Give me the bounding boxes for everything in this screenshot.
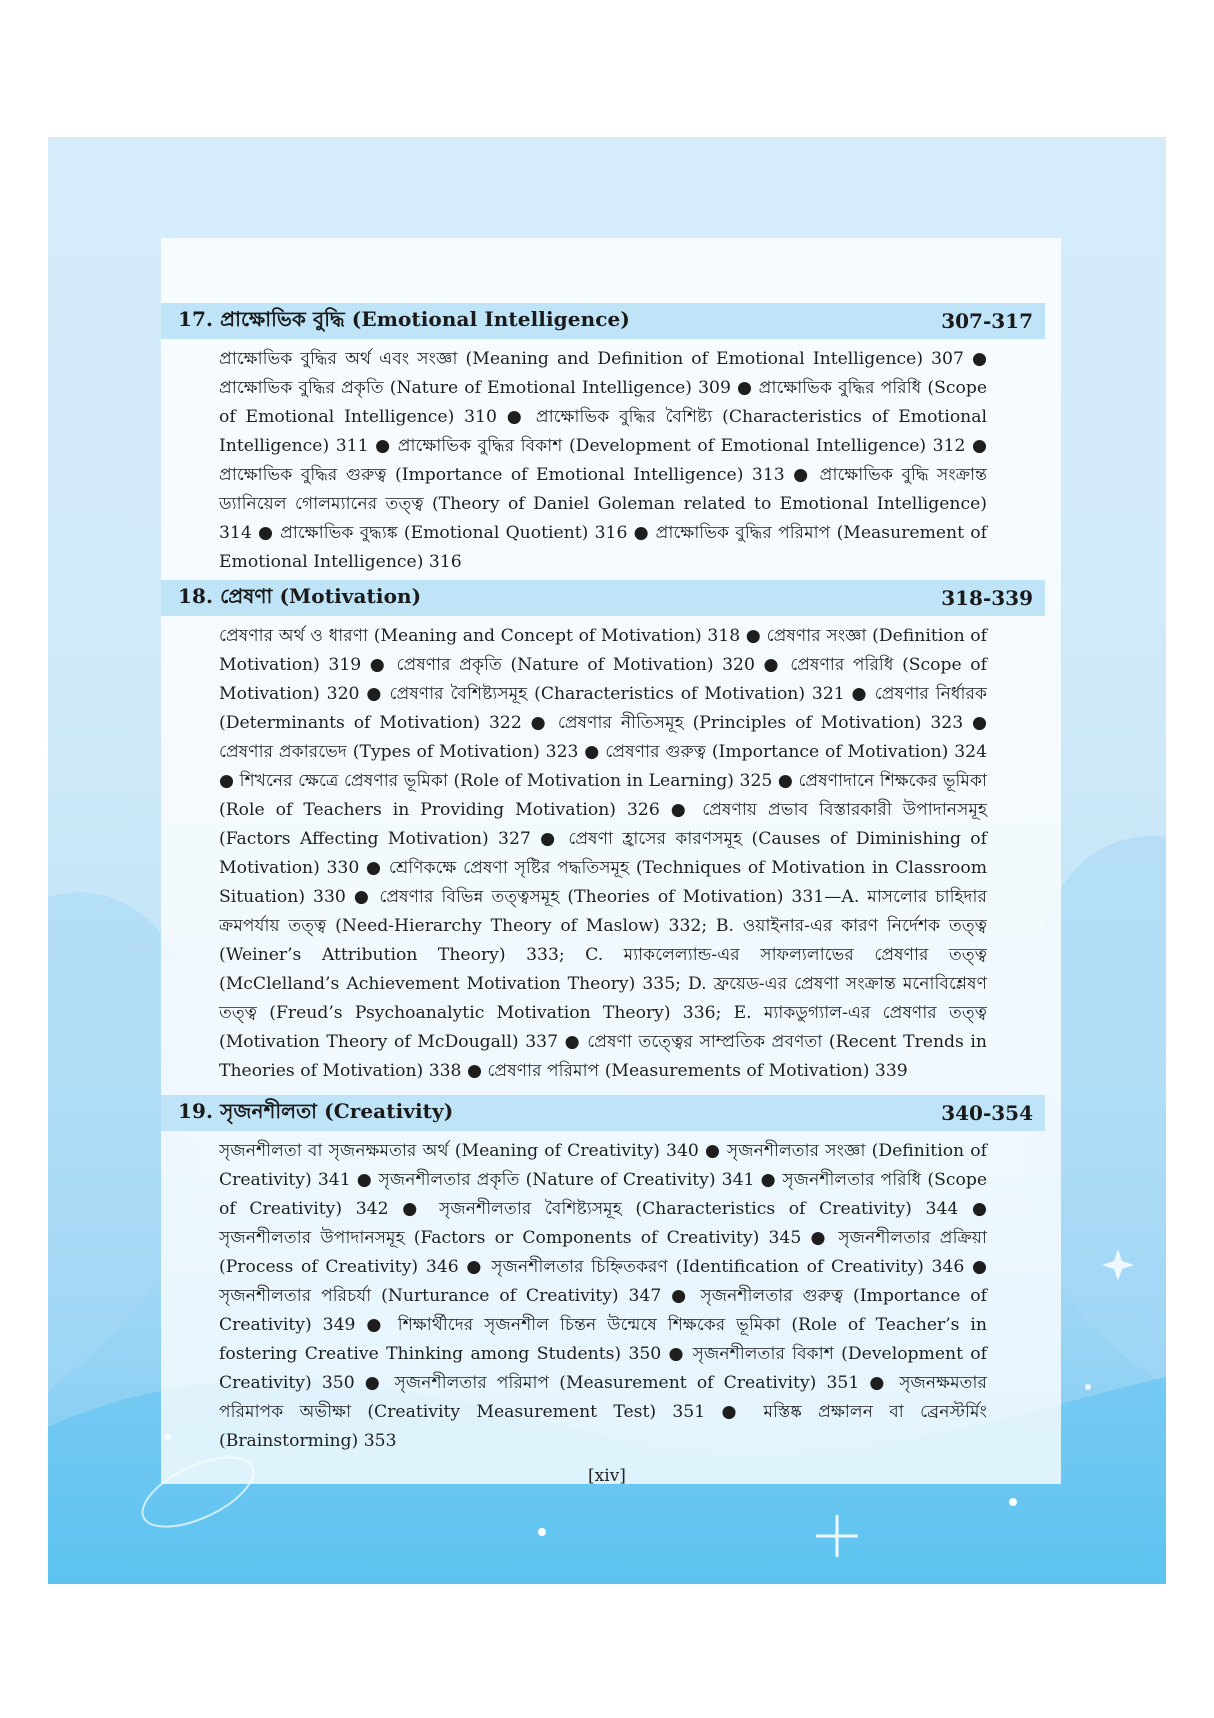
- chapter-contents: প্রাক্ষোভিক বুদ্ধির অর্থ এবং সংজ্ঞা (Meaning and Definition of Emotional Intelligence) 307 ● প্রাক্ষোভিক বুদ্ধির প্রকৃতি (Nature of Emotional Intelligence) 309 ● প্রাক্ষোভিক বুদ্ধির পরিধি (Scope of Emotional Intelligence) 310 ● প্রাক্ষোভিক বুদ্ধির বৈশিষ্ট্য (Characteristics of Emotional Intelligence) 311 ● প্রাক্ষোভিক বুদ্ধির বিকাশ (Development of Emotional Intelligence) 312 ● প্রাক্ষোভিক বুদ্ধির গুরুত্ব (Importance of Emotional Intelligence) 313 ● প্রাক্ষোভিক বুদ্ধি সংক্রান্ত ড্যানিয়েল গোলম্যানের তত্ত্ব (Theory of Daniel Goleman related to Emotional Intelligence) 314 ● প্রাক্ষোভিক বুদ্ধ্যঙ্ক (Emotional Quotient) 316 ● প্রাক্ষোভিক বুদ্ধির পরিমাপ (Measurement of Emotional Intelligence) 316: [219, 349, 987, 572]
- chapter-18: [161, 580, 1045, 1086]
- chapter-contents: প্রেষণার অর্থ ও ধারণা (Meaning and Concept of Motivation) 318 ● প্রেষণার সংজ্ঞা (Definition of Motivation) 319 ● প্রেষণার প্রকৃতি (Nature of Motivation) 320 ● প্রেষণার পরিধি (Scope of Motivation) 320 ● প্রেষণার বৈশিষ্ট্যসমূহ (Characteristics of Motivation) 321 ● প্রেষণার নির্ধারক (Determinants of Motivation) 322 ● প্রেষণার নীতিসমূহ (Principles of Motivation) 323 ● প্রেষণার প্রকারভেদ (Types of Motivation) 323 ● প্রেষণার গুরুত্ব (Importance of Motivation) 324 ● শিখনের ক্ষেত্রে প্রেষণার ভূমিকা (Role of Motivation in Learning) 325 ● প্রেষণাদানে শিক্ষকের ভূমিকা (Role of Teachers in Providing Motivation) 326 ● প্রেষণায় প্রভাব বিস্তারকারী উপাদানসমূহ (Factors Affecting Motivation) 327 ● প্রেষণা হ্রাসের কারণসমূহ (Causes of Diminishing of Motivation) 330 ● শ্রেণিকক্ষে প্রেষণা সৃষ্টির পদ্ধতিসমূহ (Techniques of Motivation in Classroom Situation) 330 ● প্রেষণার বিভিন্ন তত্ত্বসমূহ (Theories of Motivation) 331—A. মাসলোর চাহিদার ক্রমপর্যায় তত্ত্ব (Need-Hierarchy Theory of Maslow) 332; B. ওয়াইনার-এর কারণ নির্দেশক তত্ত্ব (Weiner’s Attribution Theory) 333; C. ম্যাকলেল্যান্ড-এর সাফল্যলাভের প্রেষণার তত্ত্ব (McClelland’s Achievement Motivation Theory) 335; D. ফ্রয়েড-এর প্রেষণা সংক্রান্ত মনোবিশ্লেষণ তত্ত্ব (Freud’s Psychoanalytic Motivation Theory) 336; E. ম্যাকডুগ্যাল-এর প্রেষণার তত্ত্ব (Motivation Theory of McDougall) 337 ● প্রেষণা তত্ত্বের সাম্প্রতিক প্রবণতা (Recent Trends in Theories of Motivation) 338 ● প্রেষণার পরিমাপ (Measurements of Motivation) 339: [219, 626, 987, 1081]
- chapter-page-range: 340-354: [941, 1101, 1033, 1125]
- chapter-heading-bar: [161, 303, 1045, 339]
- chapter-heading-bar: [161, 580, 1045, 616]
- chapter-contents: সৃজনশীলতা বা সৃজনক্ষমতার অর্থ (Meaning of Creativity) 340 ● সৃজনশীলতার সংজ্ঞা (Definition of Creativity) 341 ● সৃজনশীলতার প্রকৃতি (Nature of Creativity) 341 ● সৃজনশীলতার পরিধি (Scope of Creativity) 342 ● সৃজনশীলতার বৈশিষ্ট্যসমূহ (Characteristics of Creativity) 344 ● সৃজনশীলতার উপাদানসমূহ (Factors or Components of Creativity) 345 ● সৃজনশীলতার প্রক্রিয়া (Process of Creativity) 346 ● সৃজনশীলতার চিহ্নিতকরণ (Identification of Creativity) 346 ● সৃজনশীলতার পরিচর্যা (Nurturance of Creativity) 347 ● সৃজনশীলতার গুরুত্ব (Importance of Creativity) 349 ● শিক্ষার্থীদের সৃজনশীল চিন্তন উন্মেষে শিক্ষকের ভূমিকা (Role of Teacher’s in fostering Creative Thinking among Students) 350 ● সৃজনশীলতার বিকাশ (Development of Creativity) 350 ● সৃজনশীলতার পরিমাপ (Measurement of Creativity) 351 ● সৃজনক্ষমতার পরিমাপক অভীক্ষা (Creativity Measurement Test) 351 ● মস্তিষ্ক প্রক্ষালন বা ব্রেনস্টর্মিং (Brainstorming) 353: [219, 1141, 987, 1451]
- chapter-page-range: 307-317: [941, 309, 1033, 333]
- chapter-page-range: 318-339: [941, 586, 1033, 610]
- chapter-17: [161, 303, 1045, 577]
- chapter-title: 19. সৃজনশীলতা (Creativity): [178, 1098, 454, 1123]
- page-number: [xiv]: [588, 1466, 626, 1486]
- chapter-title: 18. প্রেষণা (Motivation): [178, 583, 422, 608]
- chapter-heading-bar: [161, 1095, 1045, 1131]
- chapter-19: [161, 1095, 1045, 1456]
- chapter-title: 17. প্রাক্ষোভিক বুদ্ধি (Emotional Intelligence): [178, 306, 630, 331]
